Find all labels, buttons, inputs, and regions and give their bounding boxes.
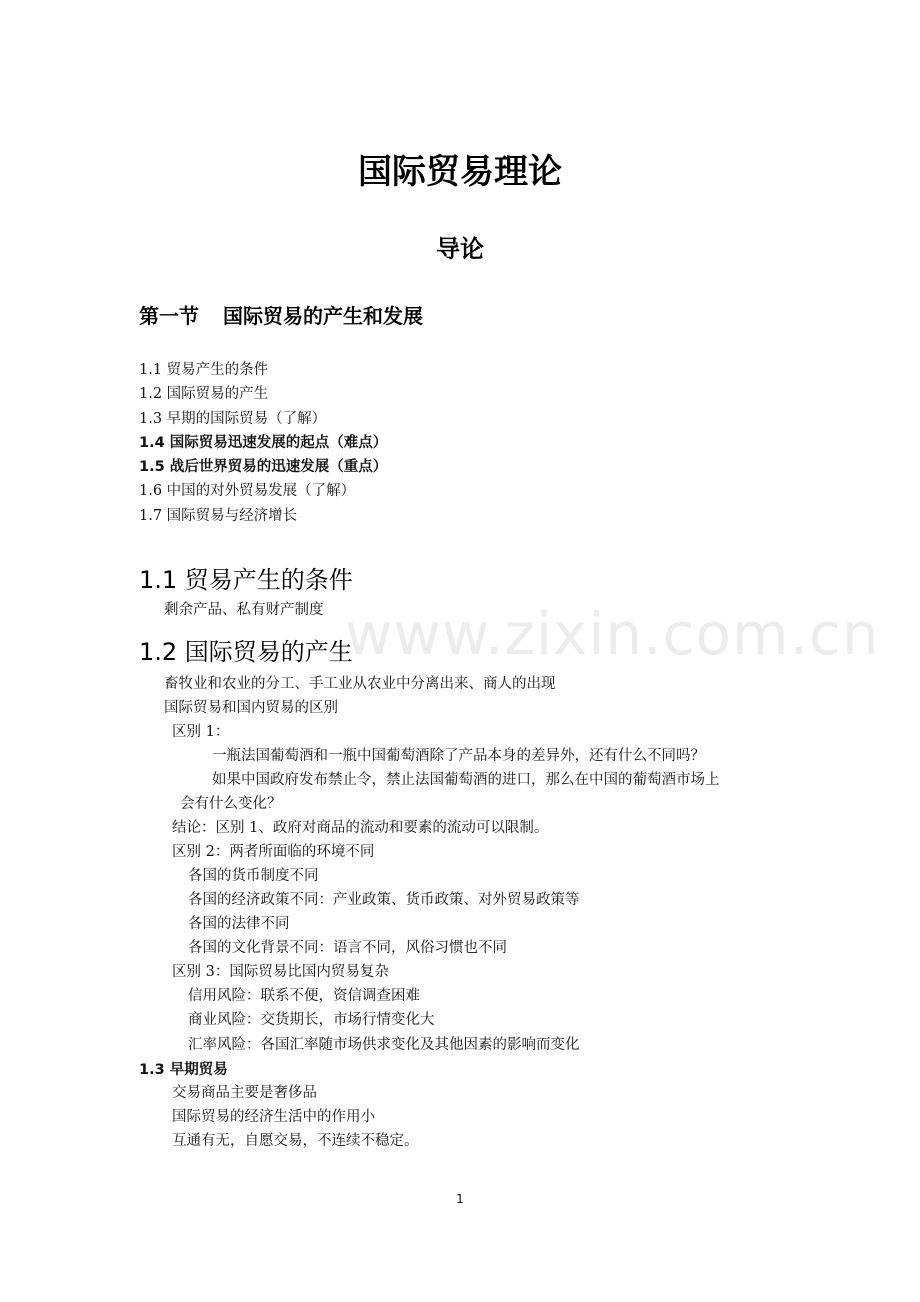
document-title: 国际贸易理论 [358, 152, 562, 192]
toc-item: 1.2 国际贸易的产生 [139, 386, 269, 403]
paragraph-line: 互通有无，自愿交易，不连续不稳定。 [172, 1133, 419, 1149]
paragraph-line: 一瓶法国葡萄酒和一瓶中国葡萄酒除了产品本身的差异外，还有什么不同吗？ [212, 748, 705, 764]
heading-1-1: 1.1 贸易产生的条件 [139, 566, 353, 594]
section-heading [139, 300, 423, 329]
paragraph-line: 畜牧业和农业的分工、手工业从农业中分离出来、商人的出现 [164, 676, 556, 692]
paragraph-line: 各国的经济政策不同：产业政策、货币政策、对外贸易政策等 [188, 892, 580, 908]
watermark: www.zixin.com.cn [345, 600, 880, 668]
table-of-contents [139, 358, 387, 528]
toc-item: 1.7 国际贸易与经济增长 [139, 507, 298, 524]
paragraph-line: 各国的货币制度不同 [188, 868, 319, 884]
chapter-title: 导论 [436, 235, 484, 263]
paragraph-line: 各国的文化背景不同：语言不同，风俗习惯也不同 [188, 940, 507, 956]
paragraph-line: 如果中国政府发布禁止令，禁止法国葡萄酒的进口，那么在中国的葡萄酒市场上 [212, 772, 720, 788]
paragraph-line: 区别 3：国际贸易比国内贸易复杂 [172, 964, 389, 980]
toc-item: 1.3 早期的国际贸易（了解） [139, 410, 327, 427]
paragraph-line: 国际贸易和国内贸易的区别 [164, 700, 338, 716]
paragraph-line: 结论：区别 1、政府对商品的流动和要素的流动可以限制。 [172, 820, 549, 836]
paragraph-line: 商业风险：交货期长，市场行情变化大 [188, 1012, 435, 1028]
paragraph-line: 区别 1： [172, 724, 230, 740]
paragraph-line: 各国的法律不同 [188, 916, 290, 932]
toc-item: 1.6 中国的对外贸易发展（了解） [139, 483, 356, 500]
section-name: 国际贸易的产生和发展 [223, 304, 423, 328]
toc-item: 1.5 战后世界贸易的迅速发展（重点） [139, 459, 388, 476]
heading-1-3: 1.3 早期贸易 [139, 1062, 228, 1078]
toc-item: 1.1 贸易产生的条件 [139, 362, 269, 378]
section-number: 第一节 [139, 304, 199, 328]
paragraph-line: 会有什么变化？ [180, 796, 282, 812]
paragraph-line: 交易商品主要是奢侈品 [172, 1085, 317, 1101]
paragraph-line: 国际贸易的经济生活中的作用小 [172, 1109, 375, 1125]
paragraph-line: 汇率风险：各国汇率随市场供求变化及其他因素的影响而变化 [188, 1037, 580, 1053]
toc-item: 1.4 国际贸易迅速发展的起点（难点） [139, 434, 388, 451]
page-number: 1 [456, 1192, 464, 1206]
heading-1-2: 1.2 国际贸易的产生 [139, 638, 353, 666]
paragraph-line: 区别 2：两者所面临的环境不同 [172, 844, 375, 860]
paragraph: 剩余产品、私有财产制度 [164, 602, 324, 618]
paragraph-line: 信用风险：联系不便，资信调查困难 [188, 988, 420, 1004]
